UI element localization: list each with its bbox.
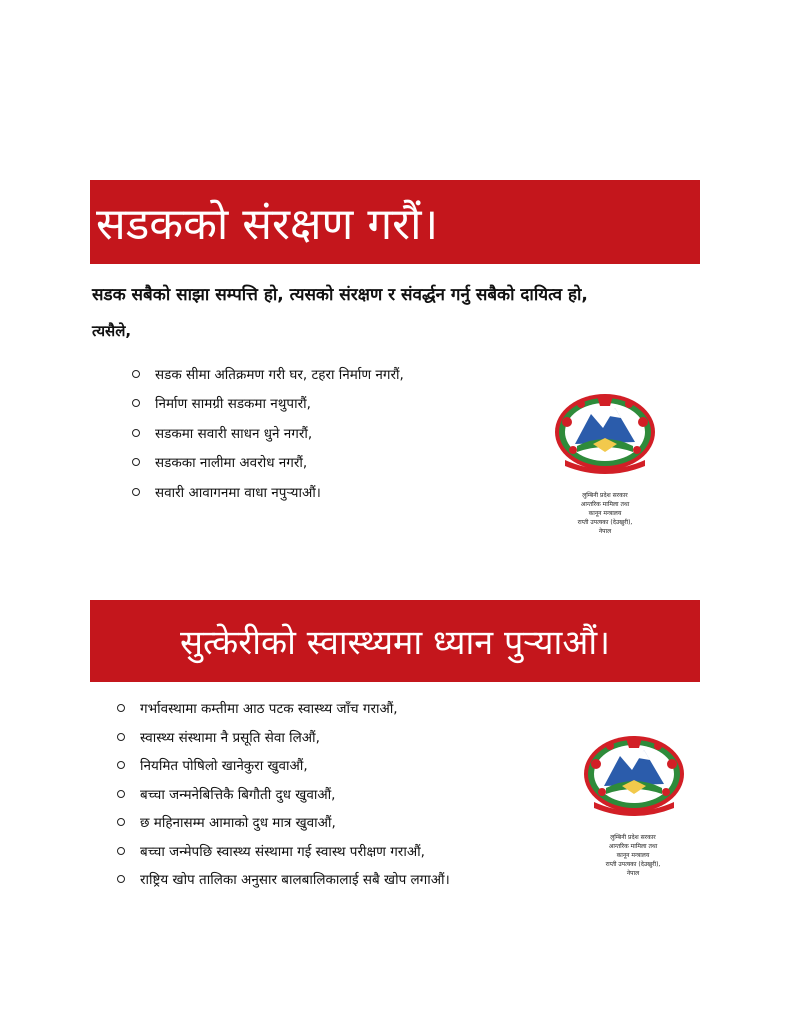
circle-bullet-icon: [132, 370, 140, 378]
list-item: गर्भावस्थामा कम्तीमा आठ पटक स्वास्थ्य जाँच गराऔं,: [117, 694, 450, 723]
circle-bullet-icon: [117, 790, 125, 798]
list-item: बच्चा जन्मनेबित्तिकै बिगौती दुध खुवाऔं,: [117, 780, 450, 809]
circle-bullet-icon: [132, 399, 140, 407]
banner-title: सडकको संरक्षण गरौं।: [96, 199, 439, 250]
list-item: सडकका नालीमा अवरोध नगरौं,: [132, 448, 404, 478]
nepal-emblem-icon: [553, 392, 657, 476]
emblem-caption: लुम्बिनी प्रदेश सरकार आन्तरिक मामिला तथा कानून मन्त्रालय राप्ती उपत्यका (देउखुरी), नेपाल: [605, 834, 661, 877]
emblem-caption: लुम्बिनी प्रदेश सरकार आन्तरिक मामिला तथा कानून मन्त्रालय राप्ती उपत्यका (देउखुरी), नेपाल: [577, 492, 633, 535]
road-advice-list: [132, 359, 404, 507]
maternal-health-advice-list: [117, 694, 450, 894]
list-item: स्वास्थ्य संस्थामा नै प्रसूति सेवा लिऔं,: [117, 723, 450, 752]
banner-road-protection: [90, 180, 700, 264]
circle-bullet-icon: [132, 488, 140, 496]
list-item: बच्चा जन्मेपछि स्वास्थ्य संस्थामा गई स्वास्थ परीक्षण गराऔं,: [117, 837, 450, 866]
list-item: राष्ट्रिय खोप तालिका अनुसार बालबालिकालाई सबै खोप लगाऔं।: [117, 865, 450, 894]
circle-bullet-icon: [117, 818, 125, 826]
list-item: सवारी आवागनमा वाधा नपुऱ्याऔं।: [132, 477, 404, 507]
circle-bullet-icon: [117, 733, 125, 741]
intro-text-line-1: सडक सबैको साझा सम्पत्ति हो, त्यसको संरक्षण र संवर्द्धन गर्नु सबैको दायित्व हो,: [92, 285, 588, 305]
list-item: सडकमा सवारी साधन धुने नगरौं,: [132, 418, 404, 448]
list-item: नियमित पोषिलो खानेकुरा खुवाऔं,: [117, 751, 450, 780]
list-item: छ महिनासम्म आमाको दुध मात्र खुवाऔं,: [117, 808, 450, 837]
list-item: सडक सीमा अतिक्रमण गरी घर, टहरा निर्माण नगरौं,: [132, 359, 404, 389]
circle-bullet-icon: [117, 761, 125, 769]
banner-maternal-health: [90, 600, 700, 682]
nepal-emblem-icon: [582, 734, 686, 818]
list-item: निर्माण सामग्री सडकमा नथुपारौं,: [132, 389, 404, 419]
circle-bullet-icon: [117, 704, 125, 712]
banner-title: सुत्केरीको स्वास्थ्यमा ध्यान पुऱ्याऔं।: [180, 623, 610, 663]
circle-bullet-icon: [117, 847, 125, 855]
intro-text-line-2: त्यसैले,: [92, 322, 132, 340]
circle-bullet-icon: [132, 458, 140, 466]
circle-bullet-icon: [132, 429, 140, 437]
circle-bullet-icon: [117, 875, 125, 883]
